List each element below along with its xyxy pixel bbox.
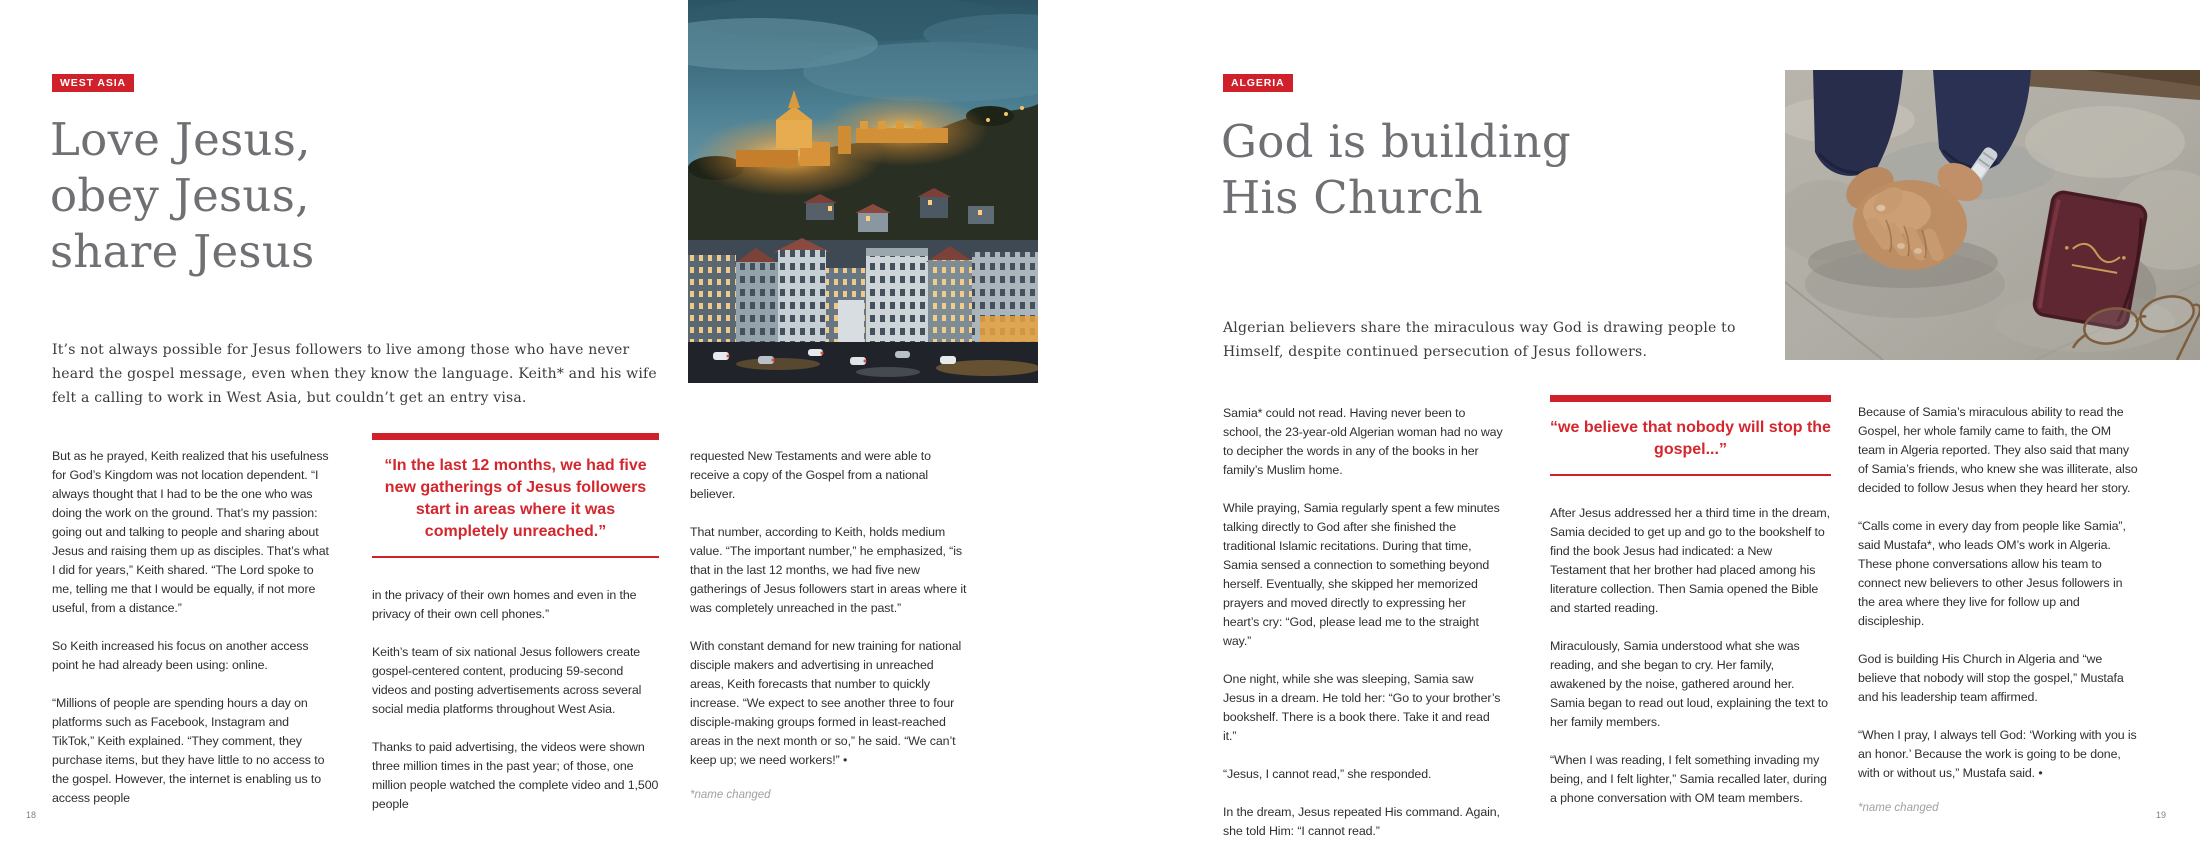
article-intro-right: Algerian believers share the miraculous way God is drawing people to Himself, despite continued persecution of Jesus followers. [1223,320,1736,360]
pullquote-top-bar [1550,395,1831,402]
city-dusk-photo-illustration [688,0,1038,383]
body-paragraph: God is building His Church in Algeria and “we believe that nobody will stop the gospel,” Mustafa and his leadership team affirmed. [1858,652,2124,704]
article-column-1 [1223,404,1505,850]
name-changed-footnote: *name changed [1858,802,1939,814]
praying-hands-photo [1785,70,2200,360]
pullquote-text: “In the last 12 months, we had five new gatherings of Jesus followers start in areas where it was completely unreached.” [384,457,647,540]
body-paragraph: Because of Samia’s miraculous ability to read the Gospel, her whole family came to faith, the OM team in Algeria reported. They also said that many of Samia’s friends, who knew she was illiterate, also decided to follow Jesus when they heard her story. [1858,405,2138,495]
body-paragraph: requested New Testaments and were able to receive a copy of the Gospel from a national believer. [690,449,931,501]
article-column-2 [372,433,659,833]
body-paragraph: “Calls come in every day from people like Samia”, said Mustafa*, who leads OM’s work in Algeria. These phone conversations allow his team to connect new believers to other Jesus followers in the area where they live for follow up and discipleship. [1858,519,2126,628]
article-column-3 [1858,403,2140,814]
name-changed-footnote: *name changed [690,789,771,801]
body-paragraph: But as he prayed, Keith realized that his usefulness for God’s Kingdom was not location dependent. “I always thought that I had to be the one who was doing the work on the ground. That’s my passion: going out and talking to people and sharing about Jesus and raising them up as disciples. That’s what I did for years,” Keith shared. “The Lord spoke to me, telling me that I would be equally, if not more useful, from a distance.” [52,449,329,615]
pullquote-bottom-rule [1550,474,1831,476]
body-paragraph: “Jesus, I cannot read,” she responded. [1223,767,1432,781]
page-number-left: 18 [26,810,37,820]
city-dusk-photo [688,0,1038,383]
pullquote-text: “we believe that nobody will stop the gospel...” [1550,419,1831,458]
article-column-1 [52,447,334,827]
body-paragraph: Keith’s team of six national Jesus followers create gospel-centered content, producing 59-second videos and posting advertisements across several social media platforms throughout West Asia. [372,645,642,716]
body-paragraph: “When I was reading, I felt something invading my being, and I felt lighter,” Samia recalled later, during a phone conversation with OM team members. [1550,753,1827,805]
title-line: obey Jesus, [50,169,310,222]
body-paragraph: Thanks to paid advertising, the videos were shown three million times in the past year; of those, one million people watched the complete video and 1,500 people [372,740,659,811]
body-paragraph: While praying, Samia regularly spent a few minutes talking directly to God after she finished the traditional Islamic recitations. During that time, Samia sensed a connection to something beyond herself. Eventually, she skipped her memorized prayers and moved directly to expressing her heart’s cry: “God, please lead me to the straight way.” [1223,501,1500,648]
praying-hands-photo-illustration [1785,70,2200,360]
body-paragraph: in the privacy of their own homes and even in the privacy of their own cell phones.” [372,588,637,621]
body-paragraph: One night, while she was sleeping, Samia saw Jesus in a dream. He told her: “Go to your brother’s bookshelf. There is a book there. Take it and read it.” [1223,672,1501,743]
pullquote-bottom-rule [372,556,659,558]
body-paragraph: So Keith increased his focus on another access point he had already been using: online. [52,639,309,672]
wet-street [688,342,1038,383]
body-paragraph: “When I pray, I always tell God: ‘Working with you is an honor.’ Because the work is going to be done, with or without us,” Mustafa said. • [1858,728,2137,780]
article-column-2 [1550,395,1831,827]
pullquote-top-bar [372,433,659,440]
body-paragraph: “Millions of people are spending hours a day on platforms such as Facebook, Instagram and TikTok,” Keith explained. “They comment, they purchase items, but they have little to no access to the gospel. However, the internet is enabling us to access people [52,696,325,805]
body-paragraph: Miraculously, Samia understood what she was reading, and she began to cry. Her family, awakened by the noise, gathered around her. Samia began to read out loud, explaining the text to her family members. [1550,639,1828,729]
article-title-right [1221,114,1571,226]
body-paragraph: After Jesus addressed her a third time in the dream, Samia decided to get up and go to the bookshelf to find the book Jesus had indicated: a New Testament that her brother had placed among his literature collection. Then Samia opened the Bible and started reading. [1550,506,1830,615]
title-line: share Jesus [50,225,315,278]
region-tag-west-asia: WEST ASIA [52,74,134,92]
region-tag-algeria: ALGERIA [1223,74,1293,92]
body-paragraph: Samia* could not read. Having never been to school, the 23-year-old Algerian woman had no way to decipher the words in any of the books in her family’s Muslim home. [1223,406,1503,477]
article-column-3 [690,447,970,801]
body-paragraph: With constant demand for new training for national disciple makers and advertising in unreached areas, Keith forecasts that number to quickly increase. “We expect to see another three to four disciple-making groups formed in least-reached areas in the next month or so,” he said. “We can’t keep up; we need workers!” • [690,639,962,767]
body-paragraph: In the dream, Jesus repeated His command. Again, she told Him: “I cannot read.” [1223,805,1500,838]
title-line: His Church [1221,171,1484,224]
title-line: Love Jesus, [50,113,311,166]
page-number-right: 19 [2156,810,2167,820]
article-intro-left: It’s not always possible for Jesus followers to live among those who have never heard the gospel message, even when they know the language. Keith* and his wife felt a calling to work in West Asia, but couldn’t get an entry visa. [52,342,657,406]
body-paragraph: That number, according to Keith, holds medium value. “The important number,” he emphasized, “is that in the last 12 months, we had five new gatherings of Jesus followers start in areas where it was completely unreached in the past.” [690,525,967,615]
article-title-left [50,112,315,280]
title-line: God is building [1221,115,1571,168]
